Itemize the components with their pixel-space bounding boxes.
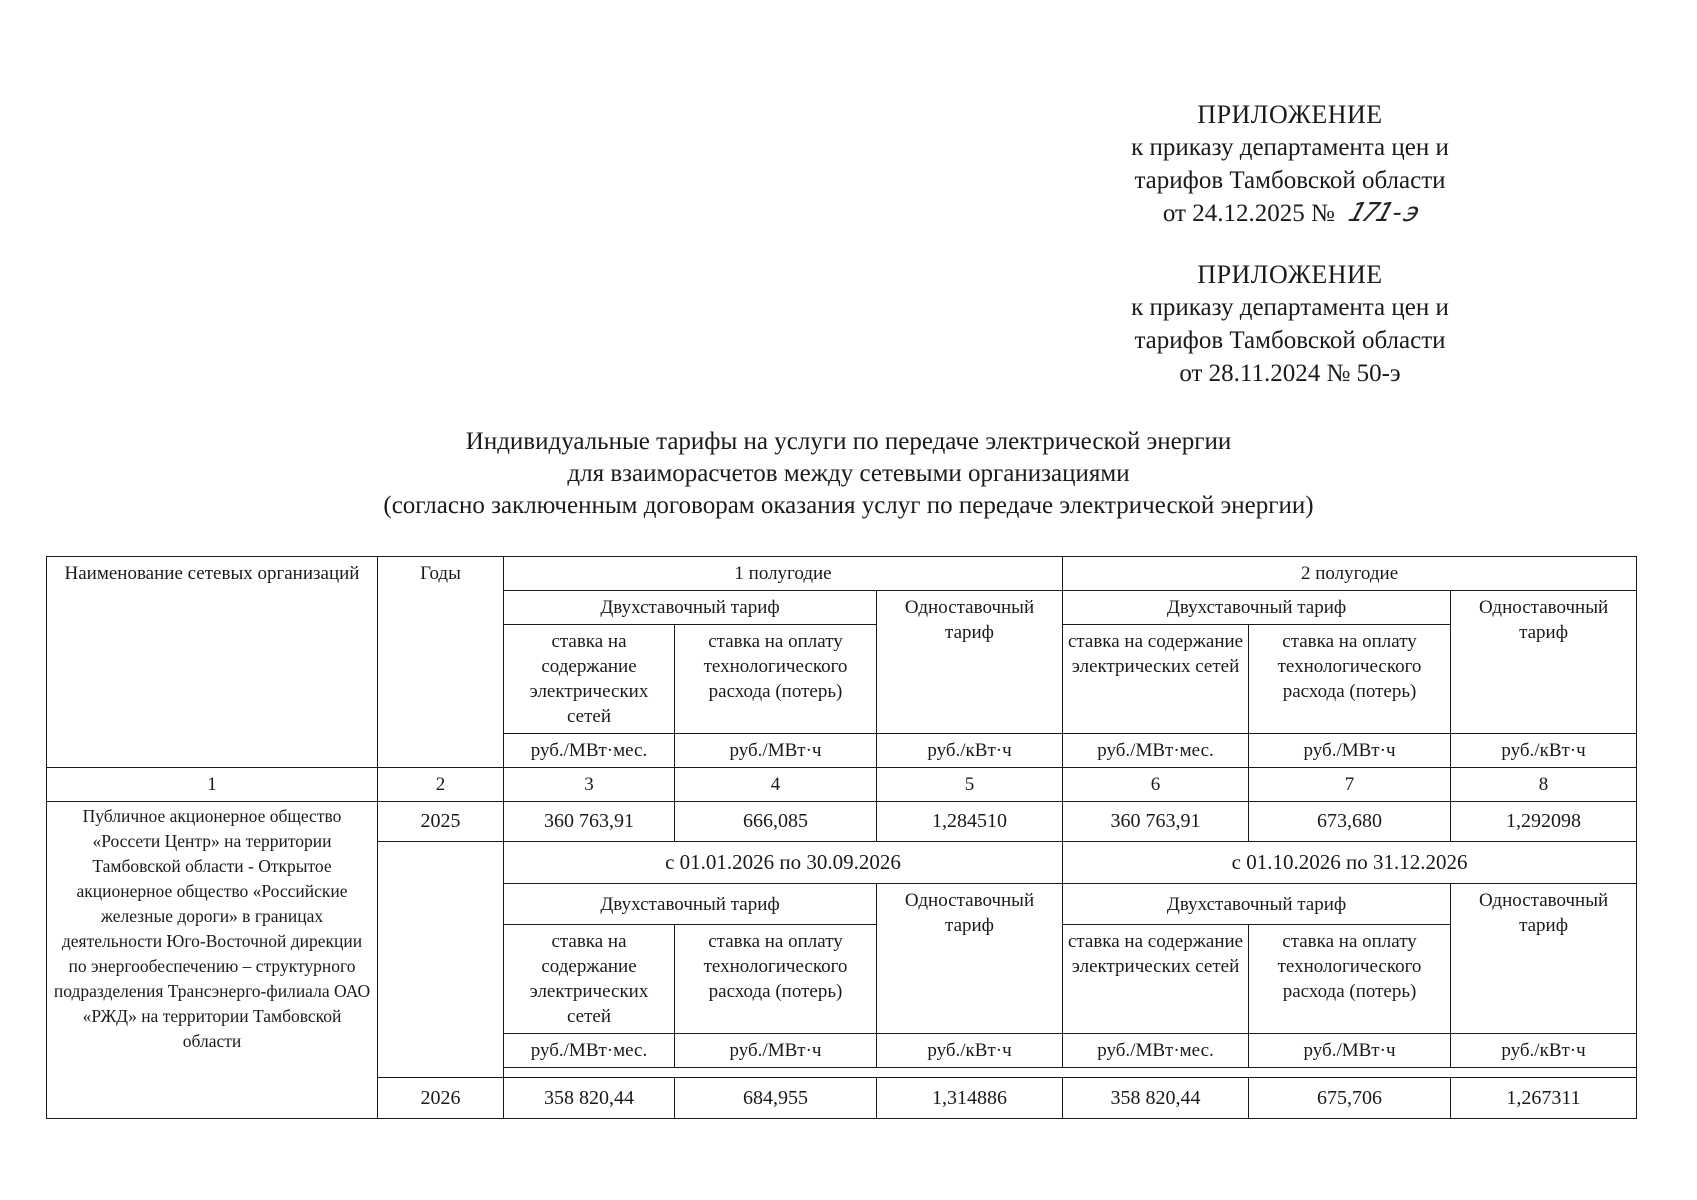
unit-cell: руб./кВт·ч (1451, 1034, 1637, 1068)
unit-cell: руб./кВт·ч (877, 1034, 1063, 1068)
appendix-block-original (1040, 258, 1540, 390)
unit-cell: руб./МВт·ч (1249, 1034, 1451, 1068)
unit-cell: руб./МВт·мес. (1063, 1034, 1249, 1068)
header-half-1: 1 полугодие (504, 557, 1063, 591)
header-two-rate-h2: Двухставочный тариф (1063, 591, 1451, 625)
unit-cell: руб./МВт·мес. (504, 1034, 675, 1068)
appendix-date: от 24.12.2025 № (1162, 200, 1335, 227)
unit-cell: руб./кВт·ч (877, 734, 1063, 768)
header-two-rate-p2: Двухставочный тариф (1063, 884, 1451, 925)
header-loss-rate-p1: ставка на оплату технологического расхода (потерь) (675, 925, 877, 1034)
value-one-rate-p2: 1,267311 (1451, 1078, 1637, 1119)
header-one-rate-p1: Одноставочный тариф (877, 884, 1063, 1034)
appendix-heading: ПРИЛОЖЕНИЕ (1197, 260, 1383, 289)
column-number: 4 (675, 768, 877, 802)
unit-cell: руб./МВт·ч (675, 734, 877, 768)
column-number: 6 (1063, 768, 1249, 802)
data-row-2025 (47, 802, 1637, 842)
value-one-rate-h1: 1,284510 (877, 802, 1063, 842)
header-maintenance-rate-h2: ставка на содержание электрических сетей (1063, 625, 1249, 734)
value-maintenance-p1: 358 820,44 (504, 1078, 675, 1119)
header-org-name: Наименование сетевых организаций (47, 557, 378, 768)
period-2026-second: с 01.10.2026 по 31.12.2026 (1063, 842, 1637, 884)
header-one-rate-h2: Одноставочный тариф (1451, 591, 1637, 734)
column-number: 5 (877, 768, 1063, 802)
value-maintenance-h2: 360 763,91 (1063, 802, 1249, 842)
year-blank-cell (378, 842, 504, 1078)
header-years: Годы (378, 557, 504, 768)
period-2026-first: с 01.01.2026 по 30.09.2026 (504, 842, 1063, 884)
tariff-table (46, 556, 1637, 1119)
column-number: 3 (504, 768, 675, 802)
appendix-line-1: к приказу департамента цен и (1131, 294, 1449, 321)
value-loss-p2: 675,706 (1249, 1078, 1451, 1119)
header-maintenance-rate-p1: ставка на содержание электрических сетей (504, 925, 675, 1034)
document-title (0, 426, 1697, 522)
value-one-rate-h2: 1,292098 (1451, 802, 1637, 842)
value-one-rate-p1: 1,314886 (877, 1078, 1063, 1119)
header-loss-rate-p2: ставка на оплату технологического расхода (потерь) (1249, 925, 1451, 1034)
header-row-1 (47, 557, 1637, 591)
title-line-1: Индивидуальные тарифы на услуги по передаче электрической энергии (465, 428, 1232, 455)
header-two-rate-h1: Двухставочный тариф (504, 591, 877, 625)
handwritten-order-number: 171-э (1344, 198, 1423, 228)
spacer-cell (504, 1068, 1637, 1078)
value-maintenance-p2: 358 820,44 (1063, 1078, 1249, 1119)
unit-cell: руб./МВт·ч (1249, 734, 1451, 768)
column-number: 1 (47, 768, 378, 802)
appendix-line-2: тарифов Тамбовской области (1134, 167, 1446, 194)
value-loss-p1: 684,955 (675, 1078, 877, 1119)
appendix-date-line (1040, 197, 1540, 230)
appendix-line-1: к приказу департамента цен и (1131, 134, 1449, 161)
header-one-rate-h1: Одноставочный тариф (877, 591, 1063, 734)
appendix-heading: ПРИЛОЖЕНИЕ (1197, 100, 1383, 129)
column-number: 8 (1451, 768, 1637, 802)
unit-cell: руб./кВт·ч (1451, 734, 1637, 768)
value-loss-h2: 673,680 (1249, 802, 1451, 842)
unit-cell: руб./МВт·мес. (504, 734, 675, 768)
value-loss-h1: 666,085 (675, 802, 877, 842)
column-number: 7 (1249, 768, 1451, 802)
column-number-row (47, 768, 1637, 802)
header-half-2: 2 полугодие (1063, 557, 1637, 591)
year-cell: 2025 (378, 802, 504, 842)
unit-cell: руб./МВт·ч (675, 1034, 877, 1068)
column-number: 2 (378, 768, 504, 802)
header-maintenance-rate-h1: ставка на содержание электрических сетей (504, 625, 675, 734)
appendix-date: от 28.11.2024 № 50-э (1179, 360, 1401, 387)
appendix-line-2: тарифов Тамбовской области (1134, 327, 1446, 354)
year-cell: 2026 (378, 1078, 504, 1119)
header-loss-rate-h1: ставка на оплату технологического расхода (потерь) (675, 625, 877, 734)
header-loss-rate-h2: ставка на оплату технологического расхода (потерь) (1249, 625, 1451, 734)
unit-cell: руб./МВт·мес. (1063, 734, 1249, 768)
title-line-2: для взаиморасчетов между сетевыми организациями (567, 460, 1130, 487)
header-one-rate-p2: Одноставочный тариф (1451, 884, 1637, 1034)
organization-name: Публичное акционерное общество «Россети Центр» на территории Тамбовской области - Открытое акционерное общество «Российские железные дороги» в границах деятельности Юго-Восточной дирекции по энергообеспечению – структурного подразделения Трансэнерго-филиала ОАО «РЖД» на территории Тамбовской области (47, 802, 378, 1119)
appendix-block-current (1040, 98, 1540, 230)
title-line-3: (согласно заключенным договорам оказания услуг по передаче электрической энергии) (383, 492, 1314, 519)
value-maintenance-h1: 360 763,91 (504, 802, 675, 842)
header-two-rate-p1: Двухставочный тариф (504, 884, 877, 925)
header-maintenance-rate-p2: ставка на содержание электрических сетей (1063, 925, 1249, 1034)
